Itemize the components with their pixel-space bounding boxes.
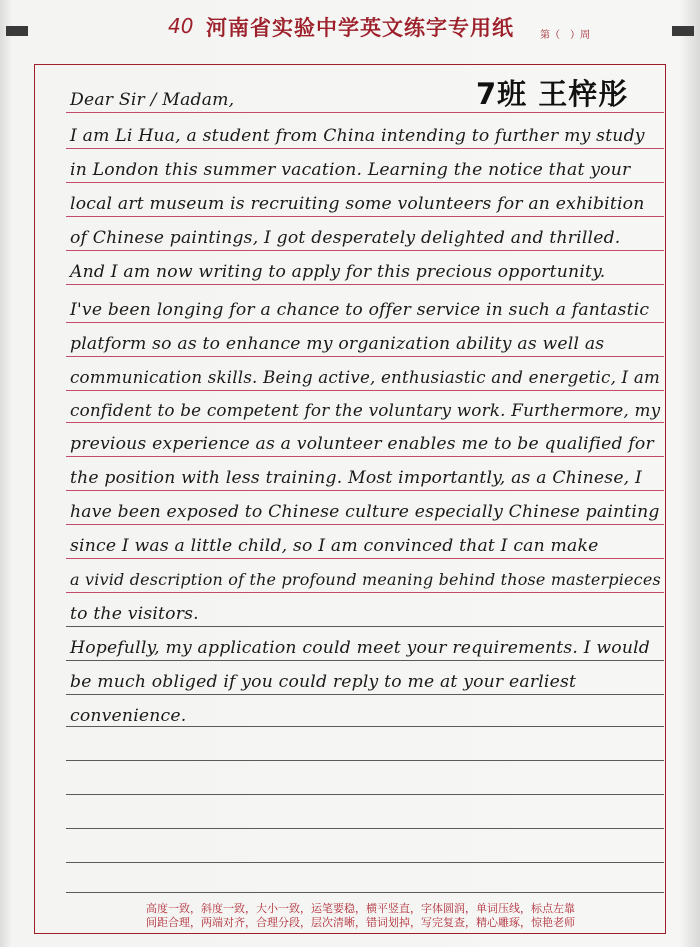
rule-line bbox=[66, 760, 664, 761]
letter-line: communication skills. Being active, enthusiastic and energetic, I am bbox=[70, 368, 660, 387]
letter-line: platform so as to enhance my organization ability as well as bbox=[70, 334, 605, 354]
class-name-stamp: 7班 王梓彤 bbox=[476, 77, 629, 111]
rule-line bbox=[66, 422, 664, 423]
rule-line bbox=[66, 524, 664, 525]
letter-line: Dear Sir / Madam, bbox=[70, 90, 235, 110]
page-number: 40 bbox=[168, 14, 194, 38]
rule-line bbox=[66, 592, 664, 593]
rule-line bbox=[66, 694, 664, 695]
writing-tips-line: 间距合理，两端对齐，合理分段，层次清晰，错词划掉，写完复查，精心雕琢，惊艳老师 bbox=[146, 916, 575, 929]
rule-line bbox=[66, 558, 664, 559]
letter-line: I've been longing for a chance to offer service in such a fantastic bbox=[70, 300, 650, 320]
letter-line: And I am now writing to apply for this precious opportunity. bbox=[70, 262, 606, 282]
rule-line bbox=[66, 862, 664, 863]
letter-line: of Chinese paintings, I got desperately delighted and thrilled. bbox=[70, 228, 621, 248]
rule-line bbox=[66, 490, 664, 491]
rule-line bbox=[66, 794, 664, 795]
rule-line bbox=[66, 322, 664, 323]
rule-line bbox=[66, 216, 664, 217]
writing-tips bbox=[146, 902, 616, 930]
rule-line bbox=[66, 626, 664, 627]
rule-line bbox=[66, 182, 664, 183]
letter-line: previous experience as a volunteer enables me to be qualified for bbox=[70, 434, 654, 454]
rule-line bbox=[66, 356, 664, 357]
letter-line: local art museum is recruiting some volunteers for an exhibition bbox=[70, 194, 645, 214]
sheet-title: 河南省实验中学英文练字专用纸 bbox=[206, 15, 514, 40]
rule-line bbox=[66, 726, 664, 727]
letter-line: have been exposed to Chinese culture especially Chinese painting bbox=[70, 502, 660, 522]
rule-line bbox=[66, 456, 664, 457]
letter-line: to the visitors. bbox=[70, 604, 199, 624]
rule-line bbox=[66, 148, 664, 149]
rule-line bbox=[66, 390, 664, 391]
letter-line: the position with less training. Most importantly, as a Chinese, I bbox=[70, 468, 643, 488]
rule-line bbox=[66, 284, 664, 285]
rule-line bbox=[66, 250, 664, 251]
letter-line: convenience. bbox=[70, 706, 187, 726]
letter-line: confident to be competent for the voluntary work. Furthermore, my bbox=[70, 400, 661, 420]
rule-line bbox=[66, 828, 664, 829]
rule-line bbox=[66, 892, 664, 893]
rule-line bbox=[66, 660, 664, 661]
letter-line: in London this summer vacation. Learning the notice that your bbox=[70, 160, 631, 180]
letter-line: be much obliged if you could reply to me at your earliest bbox=[70, 672, 577, 692]
letter-line: Hopefully, my application could meet your requirements. I would bbox=[70, 638, 651, 658]
writing-tips-line: 高度一致，斜度一致，大小一致，运笔要稳，横平竖直，字体圆润，单词压线，标点左靠 bbox=[146, 902, 575, 915]
letter-line: since I was a little child, so I am convinced that I can make bbox=[70, 536, 599, 556]
letter-line: I am Li Hua, a student from China intending to further my study bbox=[70, 126, 645, 146]
week-field: 第（ ）周 bbox=[540, 30, 590, 41]
letter-line: a vivid description of the profound meaning behind those masterpieces bbox=[70, 570, 661, 589]
